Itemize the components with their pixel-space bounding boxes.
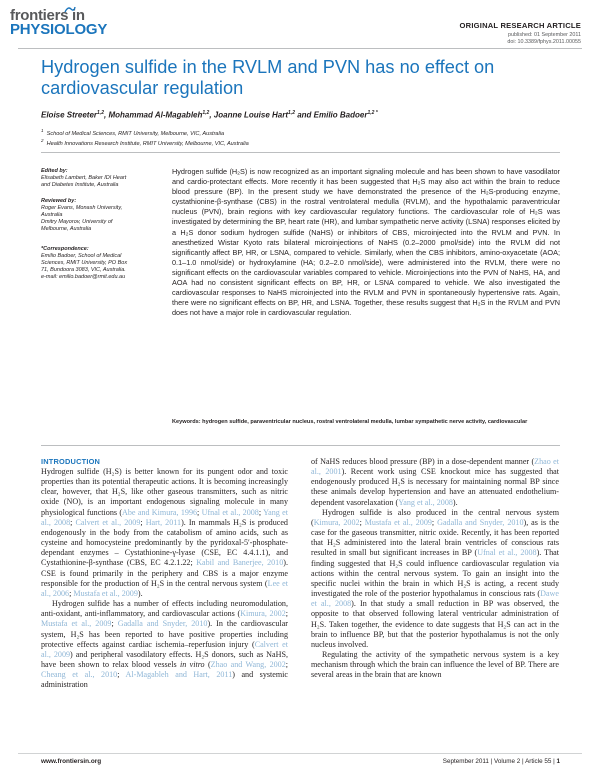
citation-link[interactable]: Lee et al., 2006 [41, 578, 288, 598]
footer-date: September 2011 [442, 758, 489, 765]
correspondence-block [41, 246, 159, 281]
author-sup: 1,2 [202, 110, 210, 116]
citation-link[interactable]: Gadalla and Snyder, 2010 [117, 619, 208, 629]
citation-link[interactable]: Ufnal et al., 2008 [201, 507, 259, 517]
edited-by-line: and Diabetes Institute, Australia [41, 181, 119, 188]
correspondence-line: Sciences, RMIT University, PO Box [41, 259, 128, 266]
published-date: published: 01 September 2011 [507, 32, 581, 38]
article-title: Hydrogen sulfide in the RVLM and PVN has no effect on cardiovascular regulation [41, 57, 495, 98]
italic-text: in vitro [179, 659, 205, 669]
paragraph: Hydrogen sulfide (H₂S) is better known for its pungent odor and toxic properties than its potential therapeutic actions. It is becoming increasingly clear, however, that H₂S, like other gaseous transmitters, such as nitric oxide (NO), is an important endogenous signaling molecule in many physiological functions (Abe and Kimura, 1996; Ufnal et al., 2008; Yang et al., 2008; Calvert et al., 2009; Hart, 2011). In mammals H₂S is produced endogenously in the body from the catabolism of amino acids, such as cysteine and homocysteine predominantly by the pyridoxal-5′-phosphate-dependant enzymes – Cystathionine-γ-lyase (CSE, EC 4.4.1.1), and Cystathionine-β-synthase (CBS, EC 4.2.1.22; Kabil and Banerjee, 2010). CSE is found primarily in the periphery and CBS is a major enzyme responsible for the production of H₂S in the central nervous system (Lee et al., 2006; Mustafa et al., 2009). [41, 467, 288, 598]
affiliation-text: Health Innovations Research Institute, RMIT University, Melbourne, VIC, Australia [46, 140, 249, 147]
correspondence-heading: *Correspondence: [41, 246, 89, 252]
citation-link[interactable]: Hart, 2011 [145, 517, 182, 527]
reviewed-by-line: Dmitry Mayorov, University of [41, 218, 113, 225]
author-name: Eloise Streeter [41, 110, 98, 120]
paragraph: Hydrogen sulfide is also produced in the central nervous system (Kimura, 2002; Mustafa et al., 2009; Gadalla and Snyder, 2010), as is the case for the gaseous transmitter, nitric oxide. Recently, it has been reported that H₂S administered into the lateral brain ventricles of conscious rats resulted in small but significant increases in BP (Ufnal et al., 2008). That finding suggested that H₂S could influence cardiovascular regulation via actions within the central nervous system. To gain an insight into the specific nuclei within the brain in which H₂S is acting, a recent study investigated the role of the posterior hypothalamus in conscious rats (Dawe et al., 2008). In that study a small reduction in BP was observed, the opposite to that observed following lateral ventricular administration of H₂S. Taken together, the evidence to date suggests that H₂S can act in the brain to influence BP, but that the posterior hypothalamus is not the only nucleus involved. [311, 507, 560, 649]
citation-link[interactable]: Kabil and Banerjee, 2010 [196, 558, 284, 568]
edited-by-heading: Edited by: [41, 168, 68, 174]
citation-link[interactable]: Dawe et al., 2008 [311, 589, 559, 609]
affiliation-sup: 2 [41, 138, 44, 143]
affiliation [41, 128, 224, 137]
paragraph: Hydrogen sulfide has a number of effects including neuromodulation, anti-oxidant, anti-inflammatory, and cardiovascular actions (Kimura, 2002; Mustafa et al., 2009; Gadalla and Snyder, 2010). In the cardiovascular system, H₂S has been reported to have positive properties including protective effects against cardiac ischemia–reperfusion injury (Calvert et al., 2009) and peripheral vasodilatory effects. H₂S donors, such as NaHS, have been shown to relax blood vessels in vitro (Zhao and Wang, 2002; Cheang et al., 2010; Al-Magableh and Hart, 2011) and systemic administration [41, 599, 289, 690]
citation-link[interactable]: Yang et al., 2008 [41, 507, 288, 527]
citation-link[interactable]: Zhao and Wang, 2002 [210, 659, 286, 669]
doi: doi: 10.3389/fphys.2011.00055 [507, 39, 581, 45]
citation-link[interactable]: Mustafa et al., 2009 [41, 619, 112, 629]
affiliation-sup: 1 [41, 128, 44, 133]
header-rule [18, 48, 582, 49]
keywords-label: Keywords: [172, 419, 201, 425]
citation-link[interactable]: Al-Magableh and Hart, 2011 [125, 670, 233, 680]
citation-link[interactable]: Kimura, 2002 [240, 609, 286, 619]
reviewed-by-line: Melbourne, Australia [41, 225, 92, 232]
affiliation-text: School of Medical Sciences, RMIT University, Melbourne, VIC, Australia [46, 130, 225, 137]
page-number: 1 [556, 758, 560, 765]
footer-volume: Volume 2 [494, 758, 521, 765]
footer-url[interactable]: www.frontiersin.org [41, 758, 102, 765]
paragraph: of NaHS reduces blood pressure (BP) in a dose-dependent manner (Zhao et al., 2001). Recent work using CSE knockout mice has suggested that endogenously produced H₂S is necessary for maintaining normal BP since these animals develop hypertension and have an attenuated endothelium-dependent vasorelaxation (Yang et al., 2008). [311, 457, 559, 507]
correspondence-line: Emilio Badoer, School of Medical [41, 252, 122, 259]
keywords-list: hydrogen sulfide, paraventricular nucleus, rostral ventrolateral medulla, lumbar sympathetic nerve activity, cardiovascular [202, 419, 528, 425]
citation-link[interactable]: Zhao et al., 2001 [311, 457, 559, 477]
correspondence-email[interactable]: e-mail: emilio.badoer@rmit.edu.au [41, 273, 126, 280]
keywords [172, 419, 560, 427]
citation-link[interactable]: Calvert et al., 2009 [41, 639, 289, 659]
author-list: Eloise Streeter$^{1,2}$, Mohammad Al-Magableh$^{1,2}$, Joanne Louise Hart$^{1,2}$ and Emilio Badoer$^{1,2 *}$ [41, 110, 378, 120]
reviewed-by-heading: Reviewed by: [41, 198, 77, 204]
correspondence-line: 71, Bundoora 3083, VIC, Australia. [41, 266, 126, 273]
abstract: Hydrogen sulfide (H₂S) is now recognized as an important signaling molecule and has been shown to have vasodilator and cardio-protectant effects. More recently it has been suggested that H₂S may also act within the brain to reduce blood pressure (BP). In the present study we have demonstrated the presence of the H₂S-producing enzyme, cystathionine-β-synthase (CBS) in the rostral ventrolateral medulla (RVLM), and the hypothalamic paraventricular nucleus (PVN), brain regions with key cardiovascular regulatory functions. The cardiovascular role of H₂S was investigated by determining the BP, heart rate (HR), and lumbar sympathetic nerve activity (LSNA) responses elicited by a H₂S donor sodium hydrogen sulfide (NaHS) or inhibitors of CBS, microinjected into the RVLM and PVN. In anesthetized Wistar Kyoto rats bilateral microinjections of NaHS (0.2–2000 pmol/side) into the RVLM did not significantly affect BP, HR, or LSNA, compared to vehicle. Similarly, when the CBS inhibitors, amino-oxyacetate (AOA; 0.1–1.0 nmol/side) or hydroxylamine (HA; 0.2–2.0 nmol/side), were administered into the RVLM, there were no significant effects on the cardiovascular variables compared to vehicle. Microinjections into the PVN of NaHS, HA, and AOA had no consistent significant effects on BP, HR, or LSNA compared to vehicle. We also investigated the cardiovascular responses to NaHS microinjected into the RVLM and PVN in spontaneously hypertensive rats. Again, there were no significant effects on BP, HR, and LSNA. Together, these results suggest that H₂S in the RVLM and PVN does not have a major role in cardiovascular regulation. [172, 167, 560, 318]
edited-by-block [41, 168, 159, 189]
abstract-rule [41, 445, 560, 446]
edited-by-line: Elisabeth Lambert, Baker IDI Heart [41, 174, 127, 181]
body-column-right [311, 457, 559, 680]
footer-rule [18, 753, 582, 754]
author-name: Mohammad Al-Magableh [108, 110, 203, 120]
reviewed-by-line: Australia [41, 211, 63, 218]
citation-link[interactable]: Yang et al., 2008 [398, 497, 453, 507]
body-column-left [41, 467, 288, 690]
journal-logo-line1: frontiers in [10, 7, 85, 24]
affiliation-rule [41, 152, 560, 153]
citation-link[interactable]: Kimura, 2002 [313, 517, 360, 527]
logo-wave-icon [64, 5, 76, 14]
author-sup: 1,2 [97, 110, 104, 116]
author-name: Joanne Louise Hart [213, 110, 289, 120]
citation-link[interactable]: Calvert et al., 2009 [75, 517, 141, 527]
citation-link[interactable]: Mustafa et al., 2009 [364, 517, 432, 527]
author-sup: 1,2 * [367, 110, 378, 116]
section-heading-introduction: INTRODUCTION [41, 457, 101, 466]
citation-link[interactable]: Cheang et al., 2010 [41, 670, 118, 680]
article-type: ORIGINAL RESEARCH ARTICLE [459, 21, 581, 30]
footer-info: September 2011 | Volume 2 | Article 55 | 1 [442, 758, 560, 765]
citation-link[interactable]: Ufnal et al., 2008 [477, 548, 537, 558]
author-sup: 1,2 [288, 110, 295, 116]
citation-link[interactable]: Mustafa et al., 2009 [73, 588, 138, 598]
paragraph: Regulating the activity of the sympathetic nervous system is a key mechanism through which the brain can influence the level of BP. There are several areas in the brain that are known [311, 649, 559, 680]
author-name: Emilio Badoer [313, 110, 368, 120]
reviewed-by-line: Roger Evans, Monash University, [41, 204, 123, 211]
journal-logo-line2: PHYSIOLOGY [10, 21, 108, 38]
citation-link[interactable]: Gadalla and Snyder, 2010 [437, 517, 524, 527]
footer-article: Article 55 [525, 758, 552, 765]
reviewed-by-block [41, 198, 159, 233]
affiliation [41, 138, 249, 147]
citation-link[interactable]: Abe and Kimura, 1996 [122, 507, 198, 517]
